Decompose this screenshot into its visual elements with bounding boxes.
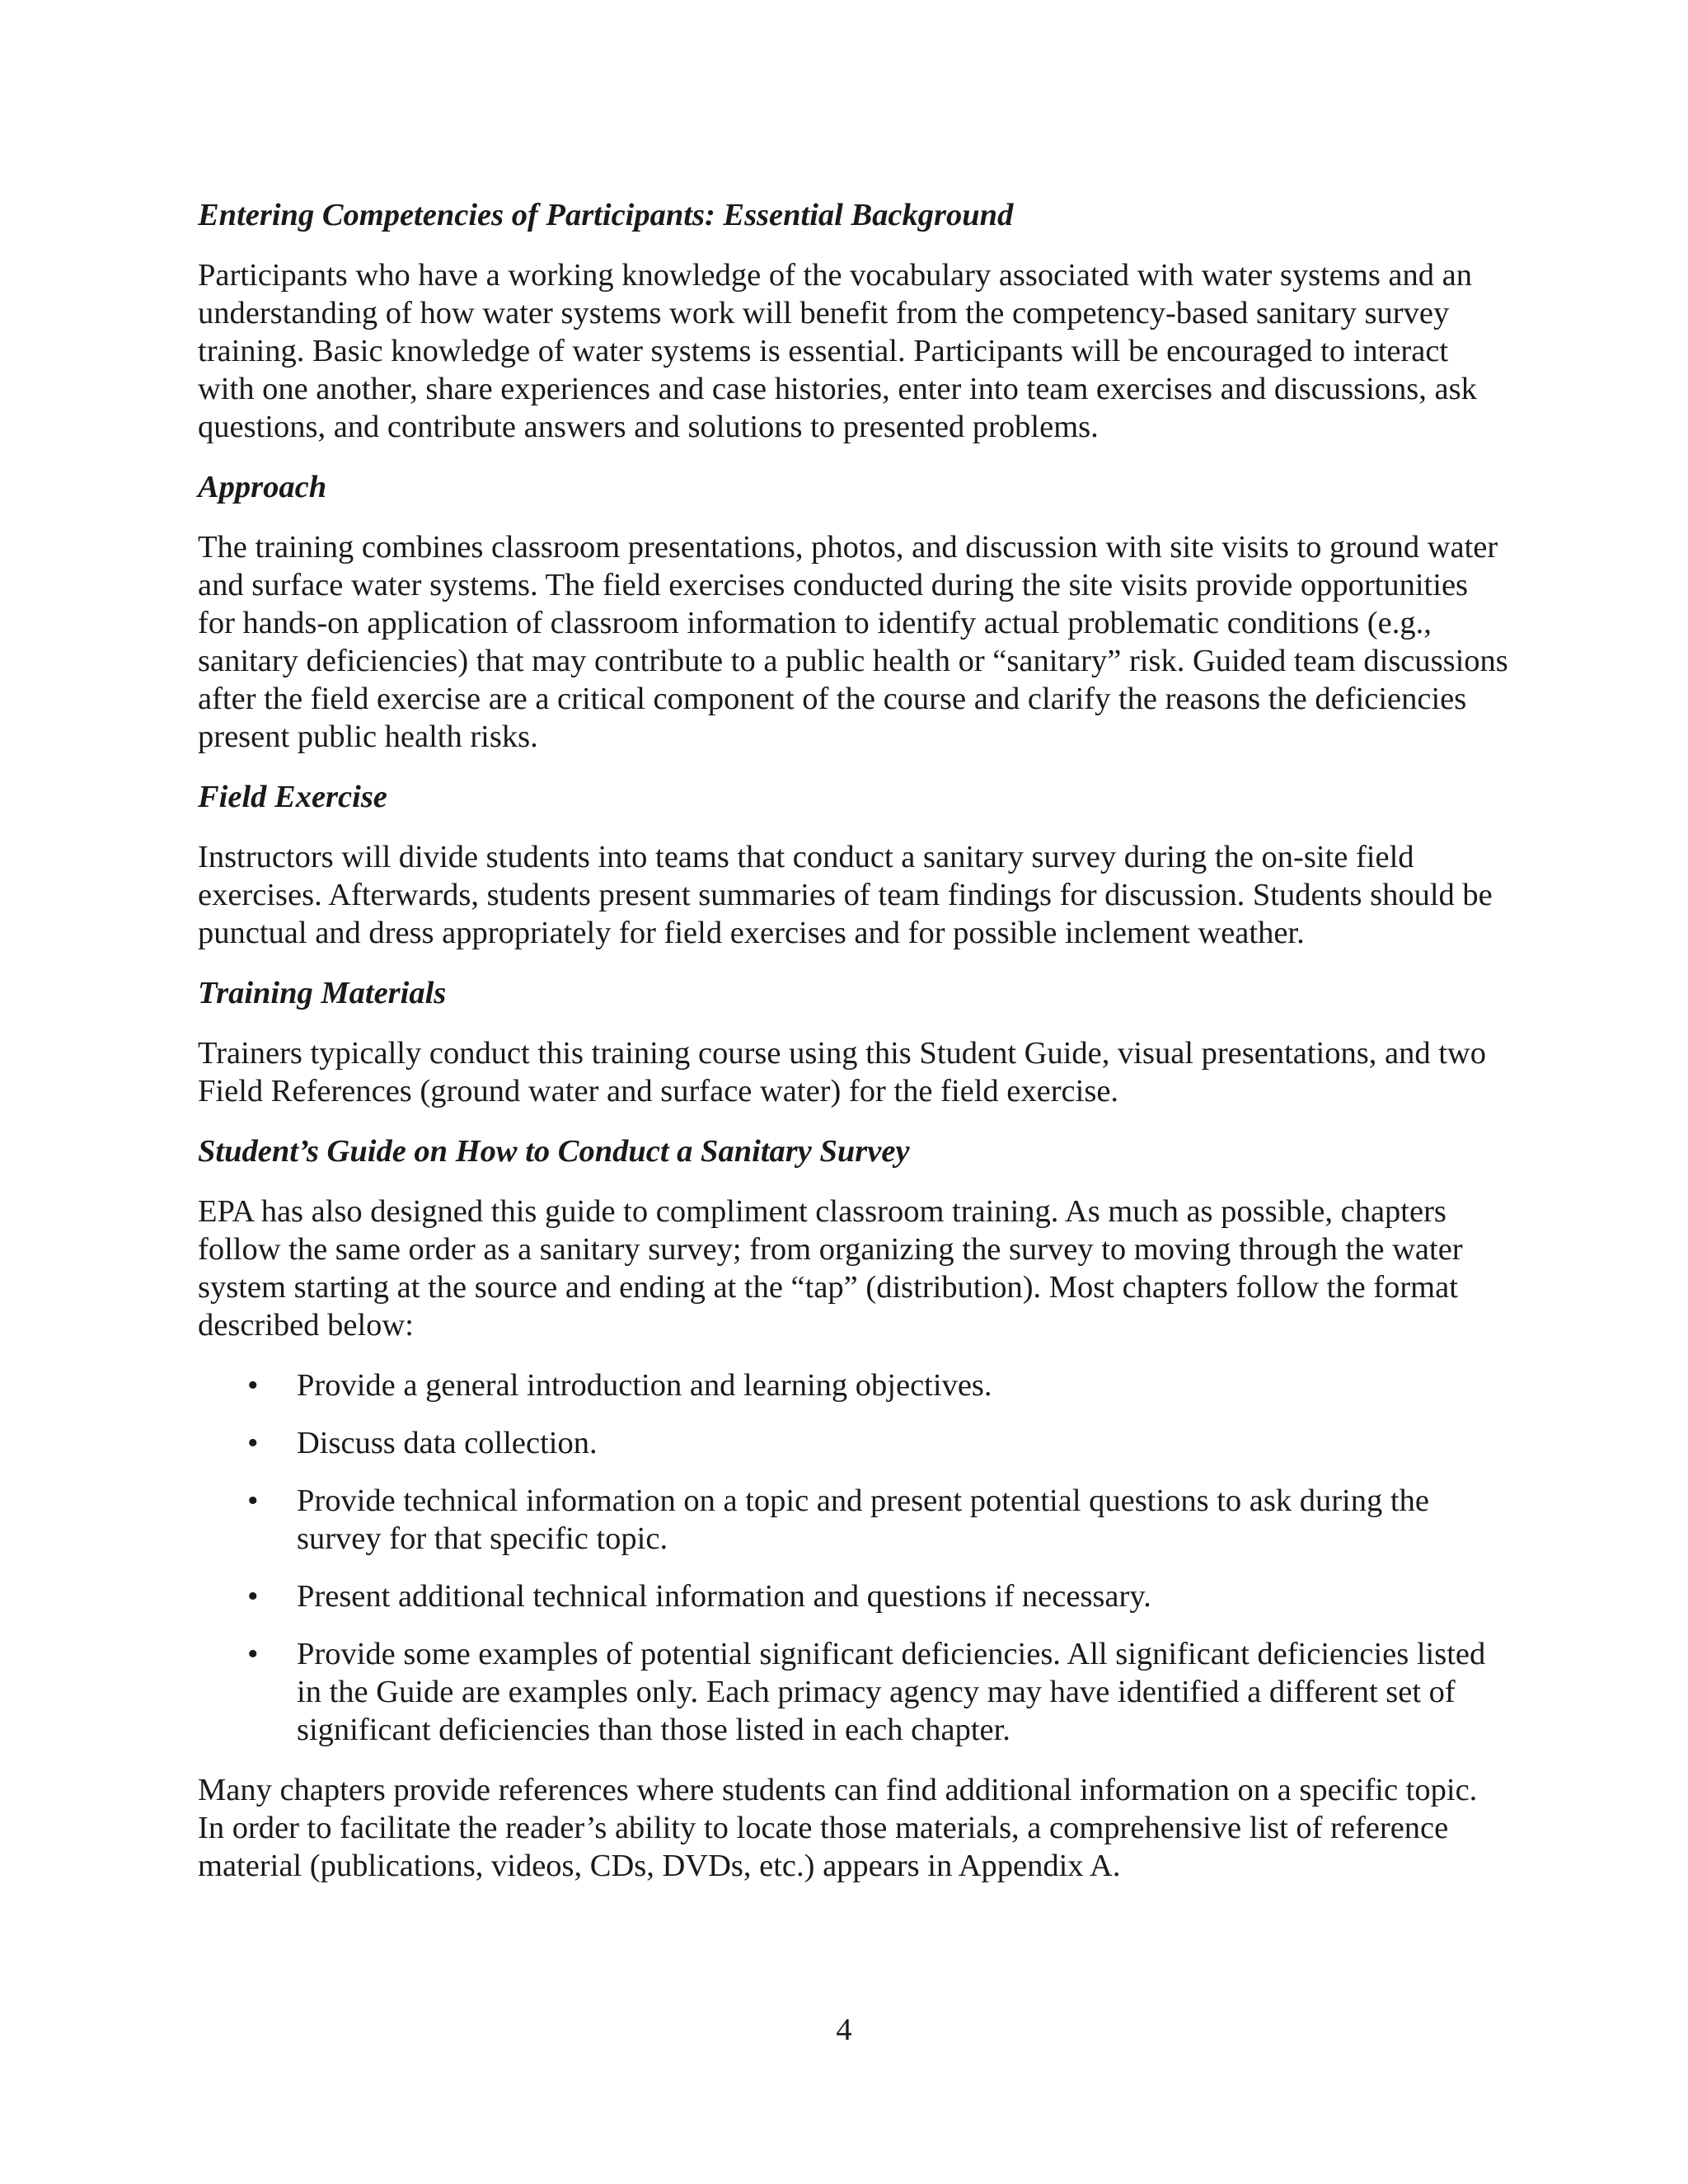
bullet-icon: •: [247, 1368, 259, 1403]
section-heading: Entering Competencies of Participants: Essential Background: [198, 198, 1014, 232]
section-heading: Training Materials: [198, 976, 447, 1010]
list-item: [198, 1635, 1508, 1749]
bullet-icon: •: [247, 1426, 259, 1460]
section-paragraph: EPA has also designed this guide to compliment classroom training. As much as possible, chapters follow the same order as a sanitary survey; from organizing the survey to moving through the water system starting at the source and ending at the “tap” (distribution). Most chapters follow the format described below:: [198, 1194, 1463, 1343]
list-item-text: Provide a general introduction and learning objectives.: [297, 1368, 992, 1403]
section-field-exercise: [198, 778, 1508, 952]
list-item-text: Provide technical information on a topic and present potential questions to ask during the survey for that specific topic.: [297, 1483, 1429, 1556]
section-paragraph: Participants who have a working knowledge of the vocabulary associated with water systems and an understanding of how water systems work will benefit from the competency-based sanitary survey training. Basic knowledge of water systems is essential. Participants will be encouraged to interact with one another, share experiences and case histories, enter into team exercises and discussions, ask questions, and contribute answers and solutions to presented problems.: [198, 258, 1477, 444]
format-bullet-list: [198, 1366, 1508, 1749]
section-paragraph: Trainers typically conduct this training course using this Student Guide, visual presentations, and two Field References (ground water and surface water) for the field exercise.: [198, 1036, 1486, 1108]
section-approach: [198, 468, 1508, 756]
section-students-guide: [198, 1132, 1508, 1344]
document-page: [198, 196, 1508, 1907]
list-item-text: Provide some examples of potential significant deficiencies. All significant deficiencies listed in the Guide are examples only. Each primacy agency may have identified a different set of significant deficiencies than those listed in each chapter.: [297, 1637, 1486, 1747]
list-item: [198, 1482, 1508, 1558]
section-heading: Field Exercise: [198, 780, 387, 814]
section-heading: Student’s Guide on How to Conduct a Sanitary Survey: [198, 1134, 910, 1169]
section-heading: Approach: [198, 470, 327, 504]
list-item-text: Present additional technical information and questions if necessary.: [297, 1579, 1151, 1614]
page-number: 4: [836, 2013, 852, 2047]
section-training-materials: [198, 974, 1508, 1110]
section-paragraph: The training combines classroom presentations, photos, and discussion with site visits to ground water and surface water systems. The field exercises conducted during the site visits provide opportunities for hands-on application of classroom information to identify actual problematic conditions (e.g., sanitary deficiencies) that may contribute to a public health or “sanitary” risk. Guided team discussions after the field exercise are a critical component of the course and clarify the reasons the deficiencies present public health risks.: [198, 530, 1508, 754]
list-item-text: Discuss data collection.: [297, 1426, 598, 1460]
section-entering-competencies: [198, 196, 1508, 446]
bullet-icon: •: [247, 1579, 259, 1614]
bullet-icon: •: [247, 1637, 259, 1671]
bullet-icon: •: [247, 1483, 259, 1518]
section-paragraph: Instructors will divide students into teams that conduct a sanitary survey during the on-site field exercises. Afterwards, students present summaries of team findings for discussion. Students should be punctual and dress appropriately for field exercises and for possible inclement weather.: [198, 840, 1493, 950]
closing-paragraph: Many chapters provide references where students can find additional information on a specific topic. In order to facilitate the reader’s ability to locate those materials, a comprehensive list of reference material (publications, videos, CDs, DVDs, etc.) appears in Appendix A.: [198, 1773, 1478, 1883]
list-item: [198, 1577, 1508, 1615]
list-item: [198, 1424, 1508, 1462]
list-item: [198, 1366, 1508, 1404]
